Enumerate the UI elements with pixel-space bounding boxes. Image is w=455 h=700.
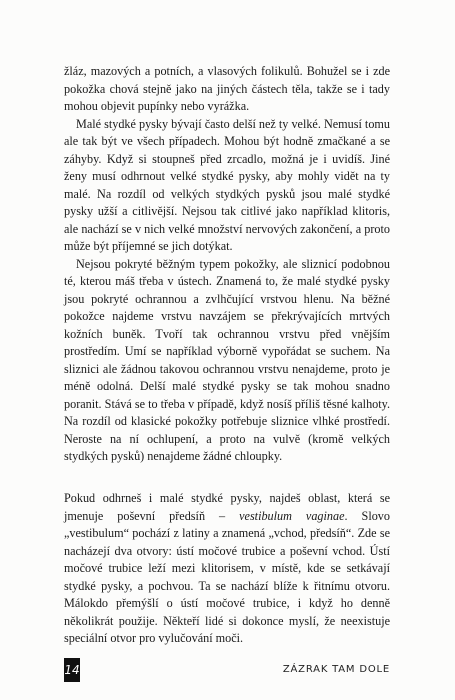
paragraph: Malé stydké pysky bývají často delší než ty velké. Nemusí tomu ale tak být ve všech případech. Mohou být hodně zmačkané a se záhyby. Když si stoupneš před zrcadlo, možná je i uvidíš. Jiné ženy musí odhrnout velké stydké pysky, aby mohly vidět na ty malé. Na rozdíl od velkých stydkých pysků jsou malé stydké pysky užší a citlivější. Nejsou tak citlivé jako například klitoris, ale nachází se v nich velké množství nervových zakončení, a proto může být příjemné se jich dotýkat. <box>64 116 390 253</box>
page-number: 14 <box>64 658 80 682</box>
text-section-1 <box>64 63 390 466</box>
paragraph-text: Pokud odhrneš i malé stydké pysky, najdeš oblast, která se jmenuje poševní předsíň – <box>64 491 390 523</box>
latin-term: vestibulum vaginae <box>239 508 345 523</box>
paragraph: Nejsou pokryté běžným typem pokožky, ale sliznicí podobnou té, kterou máš třeba v ústech. Znamená to, že malé stydké pysky jsou pokryté ochrannou a zvlhčující vrstvou hlenu. Na běžné pokožce najdeme vrstvu navzájem se překrývajících mrtvých kožních buněk. Tvoří tak ochrannou vrstvu před vnějším prostředím. Umí se například výborně vypořádat se suchem. Na sliznici ale žádnou takovou ochrannou vrstvu nenajdeme, proto je méně odolná. Delší malé stydké pysky se tak mohou snadno poranit. Stává se to třeba v případě, když nosíš příliš těsné kalhoty. Na rozdíl od klasické pokožky potřebuje sliznice vlhké prostředí. Neroste na ní ochlupení, a proto na vulvě (kromě velkých stydkých pysků) nenajdeme žádné chloupky. <box>64 256 390 463</box>
text-section-2 <box>64 490 390 648</box>
paragraph-text: . Slovo „vestibulum“ pochází z latiny a znamená „vchod, předsíň“. Zde se nacházejí dva otvory: ústí močové trubice a poševní vchod. Ústí močové trubice leží mezi klitorisem, v místě, kde se setkávají stydké pysky, a pochvou. Ta se nachází blíže k řitnímu otvoru. Málokdo přemýšlí o ústí močové trubice, i když ho denně několikrát použije. Někteří lidé si dokonce myslí, že neexistuje speciální otvor pro vylučování moči. <box>64 508 390 645</box>
paragraph <box>64 490 390 648</box>
running-head: ZÁZRAK TAM DOLE <box>282 664 390 675</box>
paragraph: žláz, mazových a potních, a vlasových folikulů. Bohužel se i zde pokožka chová stejně jako na jiných částech těla, takže se i tady mohou objevit pupínky nebo vyrážka. <box>64 64 390 113</box>
